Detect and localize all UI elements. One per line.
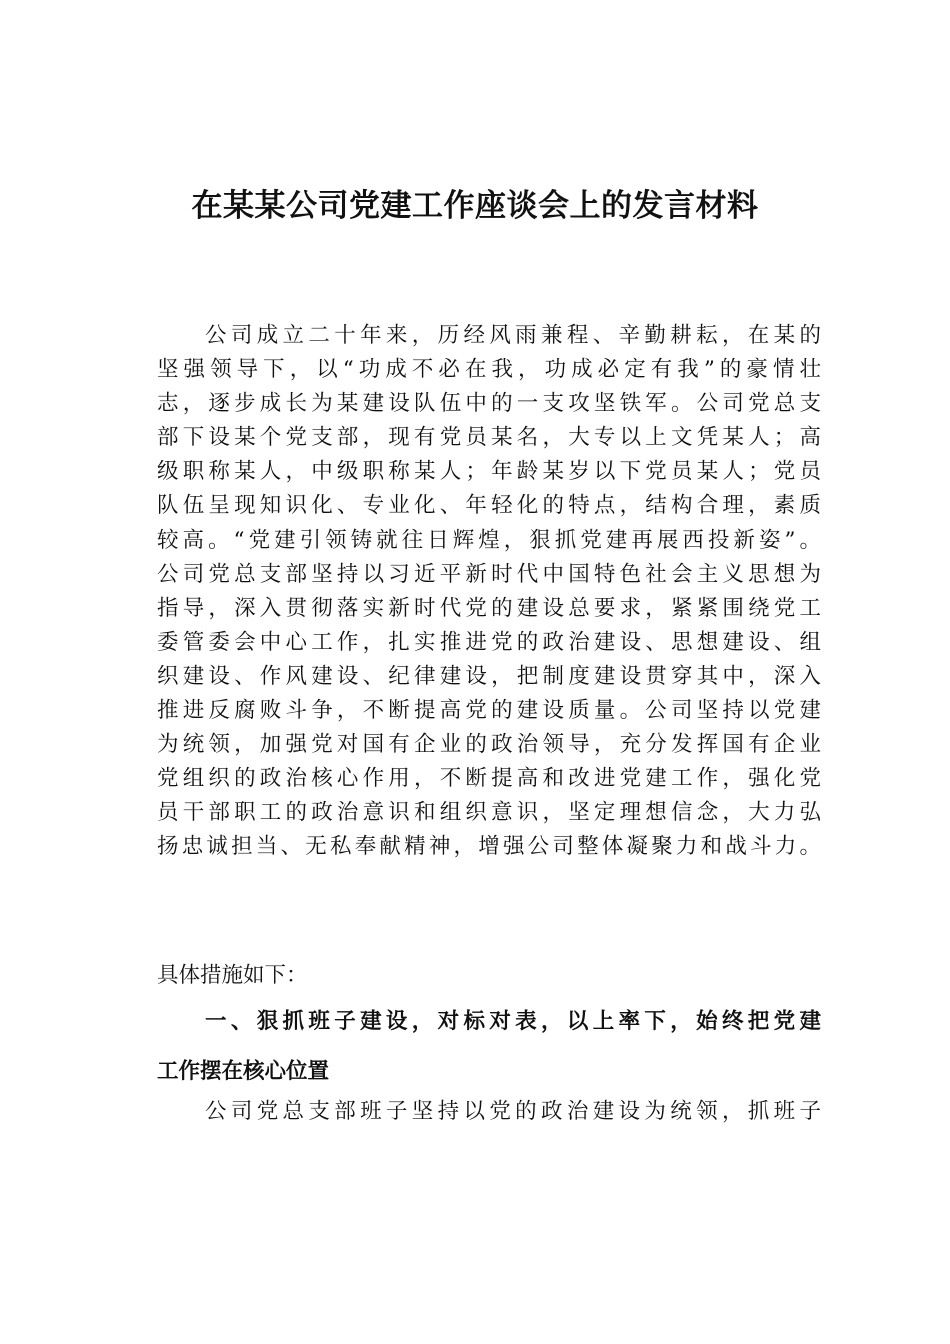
paragraph-line: 推进反腐败斗争，不断提高党的建设质量。公司坚持以党建: [157, 698, 821, 724]
intro-paragraph: [157, 319, 821, 865]
paragraph-line: 志，逐步成长为某建设队伍中的一支攻坚铁军。公司党总支: [157, 391, 821, 417]
paragraph-line: 为统领，加强党对国有企业的政治领导，充分发挥国有企业: [157, 732, 821, 758]
paragraph-line: 公司党总支部班子坚持以党的政治建设为统领，抓班子: [205, 1099, 821, 1124]
paragraph-line: 坚强领导下，以“功成不必在我，功成必定有我”的豪情壮: [157, 357, 821, 383]
measures-intro: 具体措施如下：: [157, 963, 308, 988]
paragraph-line: 队伍呈现知识化、专业化、年轻化的特点，结构合理，素质: [157, 493, 821, 519]
measures-section: [157, 958, 821, 1132]
paragraph-line: 公司党总支部坚持以习近平新时代中国特色社会主义思想为: [157, 561, 821, 587]
section-heading-line: 一、狠抓班子建设，对标对表，以上率下，始终把党建: [205, 1009, 821, 1034]
section-heading-line: 工作摆在核心位置: [157, 1059, 330, 1084]
paragraph-line: 指导，深入贯彻落实新时代党的建设总要求，紧紧围绕党工: [157, 595, 821, 621]
paragraph-line: 员干部职工的政治意识和组织意识，坚定理想信念，大力弘: [157, 800, 821, 826]
paragraph-line: 公司成立二十年来，历经风雨兼程、辛勤耕耘，在某的: [205, 323, 821, 348]
paragraph-line: 扬忠诚担当、无私奉献精神，增强公司整体凝聚力和战斗力。: [157, 834, 821, 860]
paragraph-line: 较高。“党建引领铸就往日辉煌，狠抓党建再展西投新姿”。: [157, 527, 821, 553]
paragraph-line: 党组织的政治核心作用，不断提高和改进党建工作，强化党: [157, 766, 821, 792]
document-title: 在某某公司党建工作座谈会上的发言材料: [191, 188, 759, 224]
paragraph-line: 部下设某个党支部，现有党员某名，大专以上文凭某人；高: [157, 425, 821, 451]
paragraph-line: 级职称某人，中级职称某人；年龄某岁以下党员某人；党员: [157, 459, 821, 485]
paragraph-line: 织建设、作风建设、纪律建设，把制度建设贯穿其中，深入: [157, 663, 821, 689]
paragraph-line: 委管委会中心工作，扎实推进党的政治建设、思想建设、组: [157, 629, 821, 655]
